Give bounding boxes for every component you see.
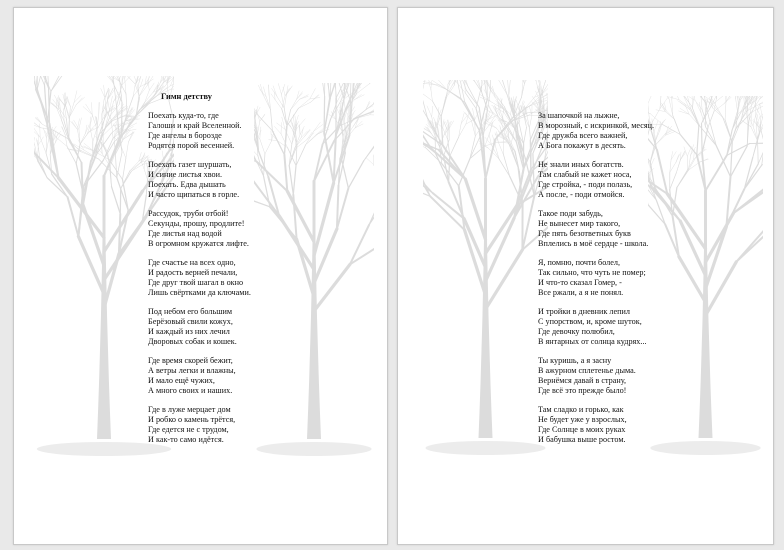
poem-line: И часто щипаться в горле. — [148, 189, 240, 199]
poem-line: С упорством, и, кроме шуток, — [538, 317, 642, 327]
document-page-right — [397, 7, 774, 545]
poem-line: Где листья над водой — [148, 228, 222, 238]
poem-line: И что-то сказал Гомер, - — [538, 277, 622, 287]
poem-line: Лишь свёртками да ключами. — [148, 287, 251, 297]
poem-line: Где счастье на всех одно, — [148, 258, 236, 268]
stanza — [538, 405, 654, 445]
stanza — [148, 356, 251, 396]
poem-line: Где дружба всего важней, — [538, 130, 628, 140]
poem-line: Где Солнце в моих руках — [538, 425, 626, 435]
poem-line: А после, - поди отмойся. — [538, 189, 625, 199]
stanza — [148, 160, 251, 200]
poem-line: Там сладко и горько, как — [538, 405, 624, 415]
poem-line: И синие листья хвои. — [148, 169, 223, 179]
poem-line: Секунды, прошу, продлите! — [148, 219, 245, 229]
poem-line: Где ангелы в борозде — [148, 130, 222, 140]
poem-line: Такое поди забудь, — [538, 209, 603, 219]
poem-line: Где едется не с трудом, — [148, 425, 229, 435]
stanza — [538, 111, 654, 151]
poem-line: Родятся порой весенней. — [148, 140, 235, 150]
poem-line: Не знали иных богатств. — [538, 160, 624, 170]
poem-line: В янтарных от солнца кудрях... — [538, 336, 647, 346]
poem-line: Где в луже мерцает дом — [148, 405, 231, 415]
poem-line: Где пять безответных букв — [538, 228, 631, 238]
poem-line: За шапочкой на лыжне, — [538, 111, 620, 120]
stanza — [148, 111, 251, 151]
poem-line: Рассудок, труби отбой! — [148, 209, 229, 219]
tree-illustration-left — [423, 80, 548, 460]
poem-line: Все ржали, а я не понял. — [538, 287, 624, 297]
stanza — [148, 307, 251, 347]
poem-line: Где стройка, - поди полазь, — [538, 179, 633, 189]
poem-line: В ажурном сплетенье дыма. — [538, 366, 636, 376]
poem-line: Где девочку полюбил, — [538, 327, 615, 337]
poem-line: Где всё это прежде было! — [538, 385, 627, 395]
stanza — [538, 356, 654, 396]
poem-line: И бабушка выше ростом. — [538, 435, 626, 445]
poem-line: Берёзовый свили кожух, — [148, 317, 233, 327]
stanza — [148, 405, 251, 445]
poem-line: А много своих и наших. — [148, 385, 233, 395]
poem-line: Не будет уже у взрослых, — [538, 415, 627, 425]
poem-left — [148, 92, 251, 454]
poem-line: И радость верней печали, — [148, 268, 238, 278]
document-page-left — [13, 7, 388, 545]
stanza — [538, 307, 654, 347]
poem-line: И как-то само идётся. — [148, 435, 224, 445]
poem-line: В огромном кружатся лифте. — [148, 238, 249, 248]
poem-line: Поехать газет шуршать, — [148, 160, 232, 170]
poem-title: Гимн детству — [161, 92, 212, 101]
poem-line: Под небом его большим — [148, 307, 233, 317]
poem-line: Поехать куда-то, где — [148, 111, 219, 120]
poem-line: Вплелись в моё сердце - школа. — [538, 238, 649, 248]
poem-line: И робко о камень трётся, — [148, 415, 236, 425]
stanza — [538, 258, 654, 298]
stanza — [538, 160, 654, 200]
poem-line: Где друг твой шагал в окно — [148, 277, 244, 287]
poem-line: Не вынесет мир такого, — [538, 219, 621, 229]
tree-illustration-right — [254, 83, 374, 461]
poem-line: Поехать. Едва дышать — [148, 179, 226, 189]
poem-line: Ты куришь, а я засну — [538, 356, 612, 366]
poem-line: И каждый из них лечил — [148, 327, 230, 337]
poem-line: В морозный, с искринкой, месяц. — [538, 120, 655, 130]
poem-line: И мало ещё чужих, — [148, 376, 215, 386]
poem-line: Вернёмся давай в страну, — [538, 376, 627, 386]
poem-line: А Бога покажут в десять. — [538, 140, 626, 150]
stanza — [148, 209, 251, 249]
poem-line: Я, помню, почти болел, — [538, 258, 621, 268]
tree-illustration-right — [648, 96, 763, 460]
poem-right — [538, 111, 654, 454]
poem-line: Там слабый не кажет носа, — [538, 169, 632, 179]
poem-line: Так сильно, что чуть не помер; — [538, 268, 646, 278]
poem-line: А ветры легки и влажны, — [148, 366, 236, 376]
stanza — [538, 209, 654, 249]
poem-line: Галоши и край Вселенной. — [148, 120, 242, 130]
stanza — [148, 258, 251, 298]
poem-line: Дворовых собак и кошек. — [148, 336, 237, 346]
poem-line: И тройки в дневник лепил — [538, 307, 630, 317]
poem-line: Где время скорей бежит, — [148, 356, 233, 366]
